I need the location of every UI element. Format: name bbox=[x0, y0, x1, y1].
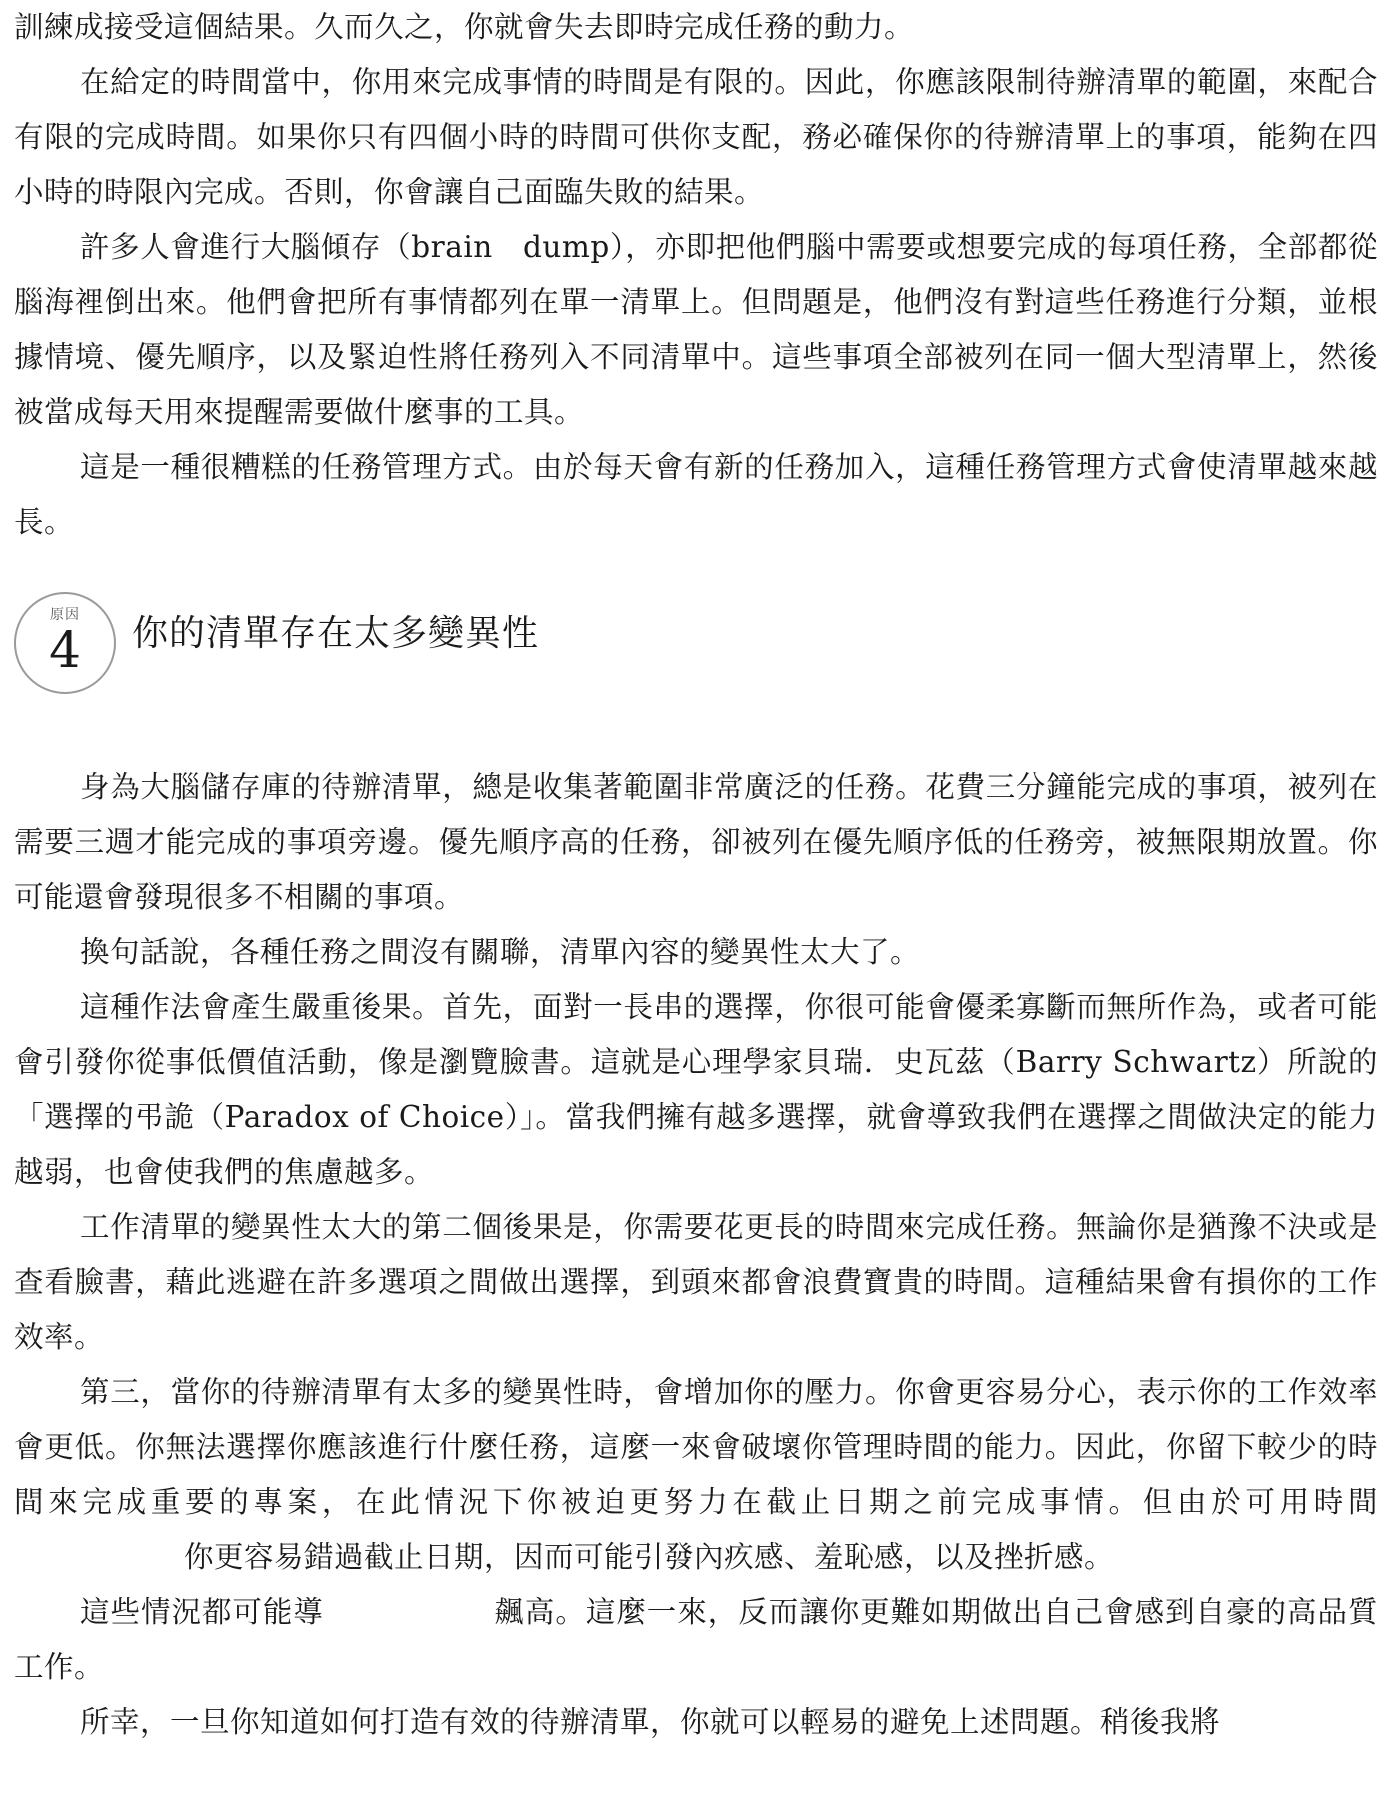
badge-number: 4 bbox=[49, 621, 81, 679]
paragraph-part: 這些情況都可能導 bbox=[80, 1595, 324, 1629]
paragraph-continuation: 訓練成接受這個結果。久而久之，你就會失去即時完成任務的動力。 bbox=[14, 10, 915, 44]
paragraph-part: 飆高。這麼一來，反而讓你更難如期做出自己會感到自豪的高品質工作。 bbox=[14, 1595, 1378, 1684]
paragraph: 換句話說，各種任務之間沒有關聯，清單內容的變異性太大了。 bbox=[80, 935, 921, 969]
paragraph-part: 第三，當你的待辦清單有太多的變異性時，會增加你的壓力。你會更容易分心，表示你的工作效率會更低。你無法選擇你應該進行什麼任務，這麼一來會破壞你管理時間的能力。因此，你留下較少的時間來完成重要的專案，在此情況下你被迫更努力在截止日期之前完成事情。但由於可用時間 bbox=[14, 1375, 1378, 1519]
badge-label: 原因 bbox=[50, 607, 80, 623]
paragraph: 在給定的時間當中，你用來完成事情的時間是有限的。因此，你應該限制待辦清單的範圍，來配合有限的完成時間。如果你只有四個小時的時間可供你支配，務必確保你的待辦清單上的事項，能夠在四小時的時限內完成。否則，你會讓自己面臨失敗的結果。 bbox=[14, 65, 1378, 209]
section-body bbox=[14, 760, 1378, 1750]
paragraph: 所幸，一旦你知道如何打造有效的待辦清單，你就可以輕易的避免上述問題。稍後我將 bbox=[80, 1705, 1221, 1739]
paragraph: 工作清單的變異性太大的第二個後果是，你需要花更長的時間來完成任務。無論你是猶豫不決或是查看臉書，藉此逃避在許多選項之間做出選擇，到頭來都會浪費寶貴的時間。這種結果會有損你的工作效率。 bbox=[14, 1210, 1378, 1354]
book-page bbox=[14, 0, 1378, 1750]
paragraph-with-gap bbox=[14, 1365, 1378, 1585]
reason-number-badge bbox=[14, 592, 116, 694]
paragraph-with-gap bbox=[14, 1585, 1378, 1695]
paragraph: 身為大腦儲存庫的待辦清單，總是收集著範圍非常廣泛的任務。花費三分鐘能完成的事項，被列在需要三週才能完成的事項旁邊。優先順序高的任務，卻被列在優先順序低的任務旁，被無限期放置。你可能還會發現很多不相關的事項。 bbox=[14, 770, 1378, 914]
paragraph: 這種作法會產生嚴重後果。首先，面對一長串的選擇，你很可能會優柔寡斷而無所作為，或者可能會引發你從事低價值活動，像是瀏覽臉書。這就是心理學家貝瑞．史瓦茲（Barry Schwartz）所說的「選擇的弔詭（Paradox of Choice）」。當我們擁有越多選擇，就會導致我們在選擇之間做決定的能力越弱，也會使我們的焦慮越多。 bbox=[14, 990, 1378, 1189]
paragraph: 這是一種很糟糕的任務管理方式。由於每天會有新的任務加入，這種任務管理方式會使清單越來越長。 bbox=[14, 450, 1378, 539]
paragraph: 許多人會進行大腦傾存（brain dump），亦即把他們腦中需要或想要完成的每項任務，全部都從腦海裡倒出來。他們會把所有事情都列在單一清單上。但問題是，他們沒有對這些任務進行分類，並根據情境、優先順序，以及緊迫性將任務列入不同清單中。這些事項全部被列在同一個大型清單上，然後被當成每天用來提醒需要做什麼事的工具。 bbox=[14, 230, 1378, 429]
section-heading bbox=[14, 592, 1378, 710]
paragraph-part: 你更容易錯過截止日期，因而可能引發內疚感、羞恥感，以及挫折感。 bbox=[184, 1540, 1115, 1574]
section-title: 你的清單存在太多變異性 bbox=[132, 613, 540, 654]
top-text-block bbox=[14, 0, 1378, 550]
